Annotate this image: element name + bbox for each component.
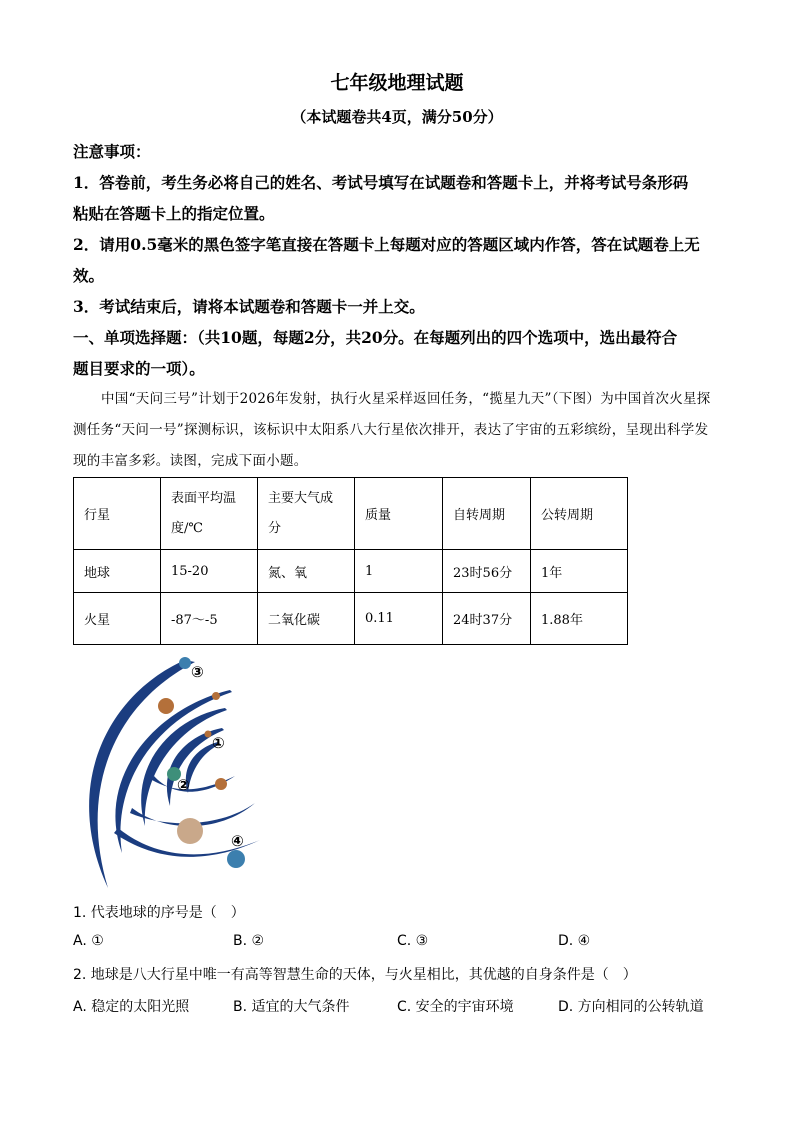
question-1-option-c[interactable]: C. ③ xyxy=(397,933,429,949)
section-heading-line-2: 题目要求的一项）。 xyxy=(73,359,205,378)
notice-item-1-line-1: 1．答卷前，考生务必将自己的姓名、考试号填写在试题卷和答题卡上，并将考试号条形码 xyxy=(73,173,689,192)
figure-label-4: ④ xyxy=(231,832,244,850)
planet-mercury xyxy=(205,731,212,738)
table-cell: 15-20 xyxy=(161,550,258,593)
table-cell: 氮、氧 xyxy=(258,550,355,593)
table-cell: 1.88年 xyxy=(531,593,628,645)
figure-label-2: ② xyxy=(177,776,190,794)
table-cell: 二氧化碳 xyxy=(258,593,355,645)
planet-neptune-top xyxy=(179,657,191,669)
notice-item-3: 3．考试结束后，请将本试题卷和答题卡一并上交。 xyxy=(73,297,425,316)
table-cell: 0.11 xyxy=(355,593,443,645)
reading-passage: 中国“天问三号”计划于2026年发射，执行火星采样返回任务，“揽星九天”（下图）为中国首次火星探测任务“天问一号”探测标识，该标识中太阳系八大行星依次排开，表达了宇宙的五彩缤纷，呈现出科学发现的丰富多彩。读图，完成下面小题。 xyxy=(73,391,711,469)
question-2-stem: 2. 地球是八大行星中唯一有高等智慧生命的天体，与火星相比，其优越的自身条件是（ ） xyxy=(73,967,637,983)
planet-data-table xyxy=(73,477,628,645)
question-1-option-d[interactable]: D. ④ xyxy=(558,933,591,949)
planet-jupiter-upper xyxy=(158,698,174,714)
question-2-option-a[interactable]: A. 稳定的太阳光照 xyxy=(73,999,190,1015)
notice-item-2-line-1: 2．请用0.5毫米的黑色签字笔直接在答题卡上每题对应的答题区域内作答，答在试题卷上无 xyxy=(73,235,700,254)
notice-item-2-line-2: 效。 xyxy=(73,266,105,285)
question-1-stem: 1. 代表地球的序号是（ ） xyxy=(73,905,245,921)
table-header-row xyxy=(74,478,628,550)
table-header-cell: 主要大气成分 xyxy=(258,478,355,550)
question-1-option-b[interactable]: B. ② xyxy=(233,933,265,949)
table-row xyxy=(74,593,628,645)
page-subtitle: （本试题卷共4页，满分50分） xyxy=(291,108,503,126)
question-2-option-b[interactable]: B. 适宜的大气条件 xyxy=(233,999,350,1015)
planet-neptune xyxy=(227,850,245,868)
question-1-option-a[interactable]: A. ① xyxy=(73,933,104,949)
table-header-cell: 质量 xyxy=(355,478,443,550)
section-heading-line-1: 一、单项选择题：（共10题，每题2分，共20分。在每题列出的四个选项中，选出最符合 xyxy=(73,328,678,347)
planet-small-upper xyxy=(212,692,220,700)
table-cell: -87～-5 xyxy=(161,593,258,645)
question-2-option-d[interactable]: D. 方向相同的公转轨道 xyxy=(558,999,704,1015)
figure-label-3: ③ xyxy=(191,663,204,681)
notice-heading: 注意事项： xyxy=(73,142,151,161)
table-cell: 24时37分 xyxy=(443,593,531,645)
table-header-cell: 行星 xyxy=(74,478,161,550)
table-row xyxy=(74,550,628,593)
question-2-option-c[interactable]: C. 安全的宇宙环境 xyxy=(397,999,514,1015)
table-cell: 火星 xyxy=(74,593,161,645)
table-cell: 1 xyxy=(355,550,443,593)
orbit-arc xyxy=(141,708,227,826)
table-header-cell: 自转周期 xyxy=(443,478,531,550)
planet-mars xyxy=(215,778,227,790)
table-cell: 23时56分 xyxy=(443,550,531,593)
table-header-cell: 表面平均温度/℃ xyxy=(161,478,258,550)
planet-jupiter xyxy=(177,818,203,844)
tianwen-logo-figure xyxy=(70,648,280,893)
table-cell: 1年 xyxy=(531,550,628,593)
figure-label-1: ① xyxy=(212,734,225,752)
table-cell: 地球 xyxy=(74,550,161,593)
notice-item-1-line-2: 粘贴在答题卡上的指定位置。 xyxy=(73,204,275,223)
table-header-cell: 公转周期 xyxy=(531,478,628,550)
page-title: 七年级地理试题 xyxy=(330,72,464,94)
